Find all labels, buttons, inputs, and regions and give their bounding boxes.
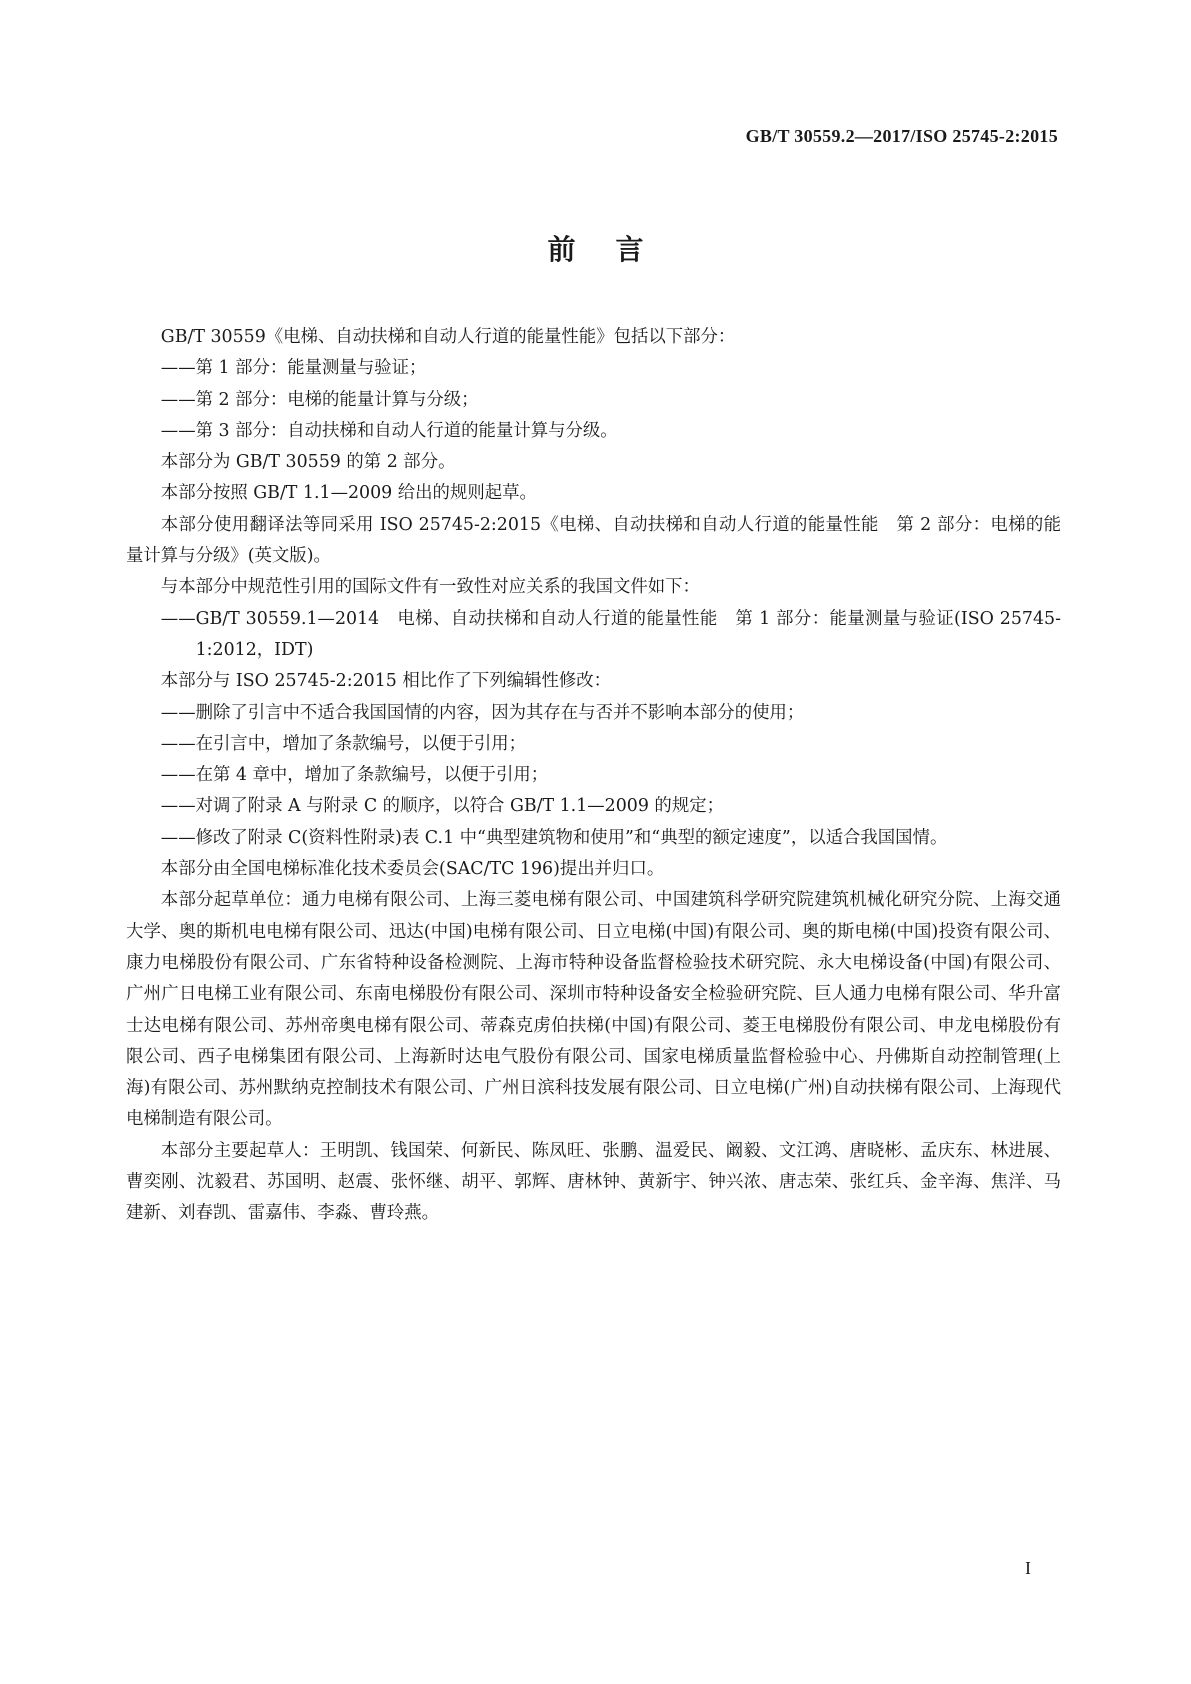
paragraph-correspondence: 与本部分中规范性引用的国际文件有一致性对应关系的我国文件如下：	[160, 577, 700, 598]
list-item-modification-1: ——删除了引言中不适合我国国情的内容，因为其存在与否并不影响本部分的使用；	[160, 702, 805, 723]
paragraph-adoption: 本部分使用翻译法等同采用 ISO 25745-2:2015《电梯、自动扶梯和自动人行道的能量性能 第 2 部分：电梯的能量计算与分级》(英文版)。	[126, 514, 1061, 567]
foreword-body	[126, 322, 1061, 1230]
standard-code-header: GB/T 30559.2—2017/ISO 25745-2:2015	[745, 126, 1058, 146]
list-item-part-3: ——第 3 部分：自动扶梯和自动人行道的能量计算与分级。	[160, 420, 618, 441]
paragraph-part-statement: 本部分为 GB/T 30559 的第 2 部分。	[160, 452, 456, 473]
paragraph-intro: GB/T 30559《电梯、自动扶梯和自动人行道的能量性能》包括以下部分：	[160, 327, 736, 347]
list-item-part-2: ——第 2 部分：电梯的能量计算与分级；	[160, 389, 479, 410]
page-title: 前言	[547, 233, 684, 266]
page-number: I	[1025, 1558, 1031, 1578]
paragraph-drafting-rules: 本部分按照 GB/T 1.1—2009 给出的规则起草。	[160, 483, 537, 504]
list-item-modification-5: ——修改了附录 C(资料性附录)表 C.1 中“典型建筑物和使用”和“典型的额定速度”，以适合我国国情。	[160, 827, 948, 848]
list-item-corresponding-standard: ——GB/T 30559.1—2014 电梯、自动扶梯和自动人行道的能量性能 第 1 部分：能量测量与验证(ISO 25745-1:2012，IDT)	[160, 608, 1061, 660]
paragraph-modifications: 本部分与 ISO 25745-2:2015 相比作了下列编辑性修改：	[160, 671, 612, 692]
list-item-modification-2: ——在引言中，增加了条款编号，以便于引用；	[160, 733, 527, 754]
list-item-modification-3: ——在第 4 章中，增加了条款编号，以便于引用；	[160, 765, 549, 786]
list-item-part-1: ——第 1 部分：能量测量与验证；	[160, 358, 427, 379]
paragraph-drafting-units: 本部分起草单位：通力电梯有限公司、上海三菱电梯有限公司、中国建筑科学研究院建筑机械化研究分院、上海交通大学、奥的斯机电电梯有限公司、迅达(中国)电梯有限公司、日立电梯(中国)有限公司、奥的斯电梯(中国)投资有限公司、康力电梯股份有限公司、广东省特种设备检测院、上海市特种设备监督检验技术研究院、永大电梯设备(中国)有限公司、广州广日电梯工业有限公司、东南电梯股份有限公司、深圳市特种设备安全检验研究院、巨人通力电梯有限公司、华升富士达电梯有限公司、苏州帝奥电梯有限公司、蒂森克虏伯扶梯(中国)有限公司、菱王电梯股份有限公司、申龙电梯股份有限公司、西子电梯集团有限公司、上海新时达电气股份有限公司、国家电梯质量监督检验中心、丹佛斯自动控制管理(上海)有限公司、苏州默纳克控制技术有限公司、广州日滨科技发展有限公司、日立电梯(广州)自动扶梯有限公司、上海现代电梯制造有限公司。	[126, 890, 1061, 1130]
list-item-modification-4: ——对调了附录 A 与附录 C 的顺序，以符合 GB/T 1.1—2009 的规定；	[160, 796, 724, 817]
paragraph-drafters: 本部分主要起草人：王明凯、钱国荣、何新民、陈凤旺、张鹏、温爱民、阚毅、文江鸿、唐晓彬、孟庆东、林进展、曹奕刚、沈毅君、苏国明、赵震、张怀继、胡平、郭辉、唐林钟、黄新宇、钟兴浓、唐志荣、张红兵、金辛海、焦洋、马建新、刘春凯、雷嘉伟、李淼、曹玲燕。	[126, 1140, 1061, 1224]
paragraph-proposer: 本部分由全国电梯标准化技术委员会(SAC/TC 196)提出并归口。	[160, 859, 665, 880]
